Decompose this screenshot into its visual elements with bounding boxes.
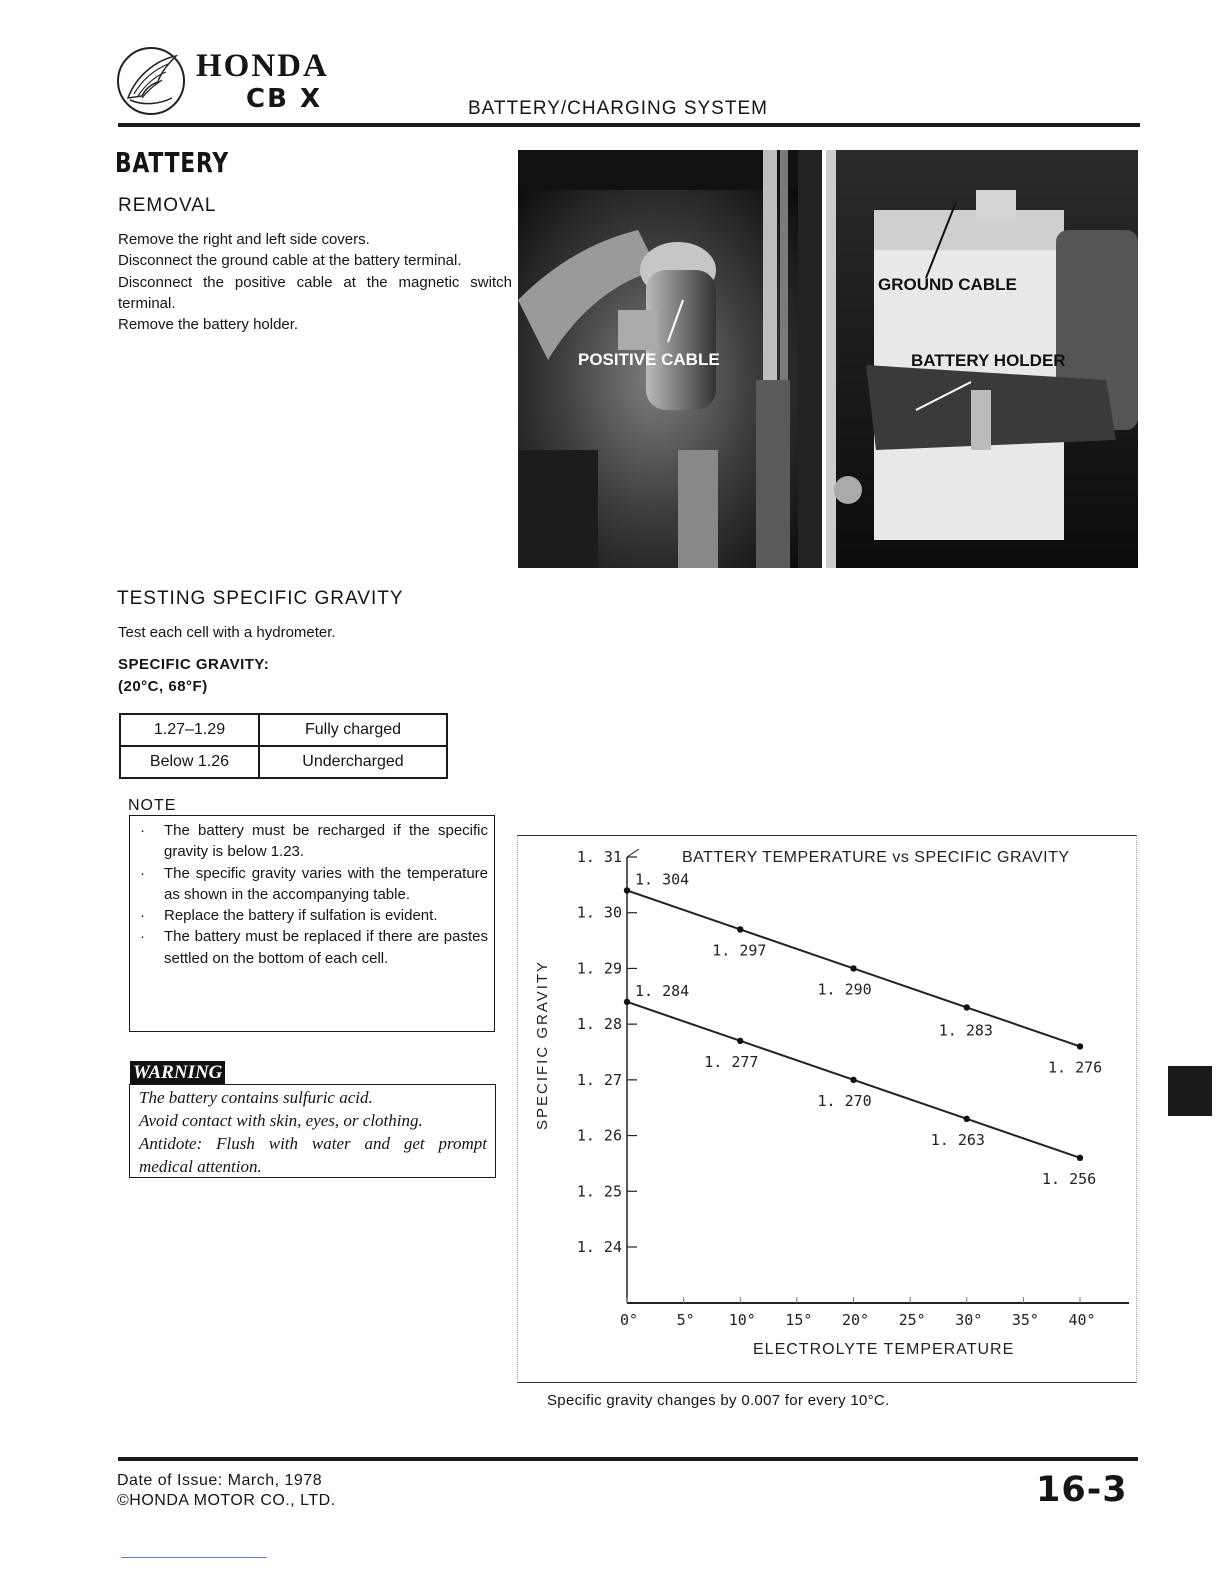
ground-cable-label: GROUND CABLE xyxy=(878,275,1017,294)
battery-holder-label: BATTERY HOLDER xyxy=(911,351,1066,370)
removal-heading: REMOVAL xyxy=(118,195,217,216)
warning-text xyxy=(139,1086,487,1178)
y-tick-label: 1. 27 xyxy=(576,1070,622,1089)
section-title: BATTERY/CHARGING SYSTEM xyxy=(468,98,768,119)
section-tab-marker xyxy=(1168,1066,1212,1116)
chart-caption: Specific gravity changes by 0.007 for every 10°C. xyxy=(547,1392,890,1409)
data-label: 1. 270 xyxy=(817,1091,872,1110)
data-point xyxy=(624,887,630,893)
data-point xyxy=(1077,1043,1083,1049)
warning-line: Antidote: Flush with water and get prompt medical attention. xyxy=(139,1134,487,1176)
data-label: 1. 297 xyxy=(712,941,767,960)
sg-label-text: SPECIFIC GRAVITY: xyxy=(118,656,270,673)
testing-instruction: Test each cell with a hydrometer. xyxy=(118,624,336,641)
link-underline xyxy=(121,1557,267,1558)
copyright: ©HONDA MOTOR CO., LTD. xyxy=(117,1492,336,1509)
data-label: 1. 284 xyxy=(635,981,690,1000)
sg-conditions: (20°C, 68°F) xyxy=(118,678,208,695)
y-tick-label: 1. 24 xyxy=(576,1238,622,1256)
x-tick-label: 10° xyxy=(728,1311,756,1329)
data-point xyxy=(850,965,856,971)
x-tick-label: 35° xyxy=(1011,1311,1039,1329)
photo-battery-holder xyxy=(826,150,1138,568)
warning-line: Avoid contact with skin, eyes, or clothing. xyxy=(139,1111,423,1130)
note-item: · The battery must be recharged if the specific gravity is below 1.23. xyxy=(140,820,488,863)
photo-positive-cable xyxy=(518,150,822,568)
data-label: 1. 256 xyxy=(1042,1169,1097,1188)
y-tick-label: 1. 29 xyxy=(576,959,622,978)
header-rule xyxy=(118,123,1140,127)
positive-cable-label: POSITIVE CABLE xyxy=(578,350,720,369)
brand-name: HONDA xyxy=(196,48,329,84)
x-tick-label: 30° xyxy=(955,1311,983,1329)
y-tick-label: 1. 26 xyxy=(576,1126,622,1145)
y-tick-label: 1. 30 xyxy=(576,903,622,922)
data-point xyxy=(964,1004,970,1010)
engine-photo-icon xyxy=(518,150,822,568)
data-point xyxy=(850,1077,856,1083)
y-axis-label: SPECIFIC GRAVITY xyxy=(534,959,551,1131)
specific-gravity-label xyxy=(118,654,269,698)
battery-heading: BATTERY xyxy=(115,146,229,179)
data-point xyxy=(624,999,630,1005)
data-point xyxy=(964,1116,970,1122)
x-tick-label: 15° xyxy=(785,1311,813,1329)
warning-badge: WARNING xyxy=(130,1061,225,1085)
note-label: NOTE xyxy=(128,797,177,814)
honda-wing-logo-icon xyxy=(116,46,186,116)
removal-steps xyxy=(118,229,512,335)
removal-step: Disconnect the positive cable at the magnetic switch terminal. xyxy=(118,273,512,312)
table-row xyxy=(120,746,447,778)
table-cell-range: 1.27–1.29 xyxy=(120,714,259,746)
table-cell-range: Below 1.26 xyxy=(120,746,259,778)
data-point xyxy=(737,1038,743,1044)
data-label: 1. 290 xyxy=(817,980,872,999)
removal-step: Remove the battery holder. xyxy=(118,316,299,334)
x-tick-label: 5° xyxy=(676,1311,695,1329)
x-tick-label: 25° xyxy=(898,1311,926,1329)
x-tick-label: 0° xyxy=(619,1311,639,1329)
data-label: 1. 277 xyxy=(704,1052,759,1071)
battery-photo-icon xyxy=(826,150,1138,568)
x-tick-label: 40° xyxy=(1068,1311,1096,1329)
testing-heading: TESTING SPECIFIC GRAVITY xyxy=(117,588,404,609)
data-point xyxy=(737,926,743,932)
model-name: CB X xyxy=(246,84,322,114)
note-list xyxy=(140,820,488,969)
gravity-temperature-chart xyxy=(517,835,1137,1383)
data-label: 1. 276 xyxy=(1048,1058,1103,1077)
data-label: 1. 283 xyxy=(938,1021,993,1040)
warning-line: The battery contains sulfuric acid. xyxy=(139,1088,373,1107)
chart-title: BATTERY TEMPERATURE vs SPECIFIC GRAVITY xyxy=(682,849,1070,866)
note-item: · Replace the battery if sulfation is evident. xyxy=(140,905,488,926)
y-tick-label: 1. 28 xyxy=(576,1015,622,1034)
page-number: 16-3 xyxy=(1036,1470,1128,1510)
data-point xyxy=(1077,1155,1083,1161)
y-top-tick xyxy=(627,849,639,857)
data-label: 1. 263 xyxy=(930,1130,985,1149)
specific-gravity-table xyxy=(119,713,448,779)
table-cell-state: Fully charged xyxy=(259,714,447,746)
footer-info xyxy=(117,1471,336,1511)
removal-step: Disconnect the ground cable at the battery terminal. xyxy=(118,252,462,270)
note-item: · The battery must be replaced if there are pastes settled on the bottom of each cell. xyxy=(140,926,488,969)
removal-step: Remove the right and left side covers. xyxy=(118,231,370,248)
note-item: · The specific gravity varies with the temperature as shown in the accompanying table. xyxy=(140,863,488,906)
x-tick-label: 20° xyxy=(841,1311,870,1329)
x-axis-label: ELECTROLYTE TEMPERATURE xyxy=(753,1341,1015,1358)
y-tick-label: 1. 31 xyxy=(576,848,622,866)
table-row xyxy=(120,714,447,746)
data-label: 1. 304 xyxy=(635,870,690,889)
issue-date: Date of Issue: March, 1978 xyxy=(117,1472,323,1489)
y-tick-label: 1. 25 xyxy=(576,1182,622,1201)
table-cell-state: Undercharged xyxy=(259,746,447,778)
footer-rule xyxy=(118,1457,1138,1461)
